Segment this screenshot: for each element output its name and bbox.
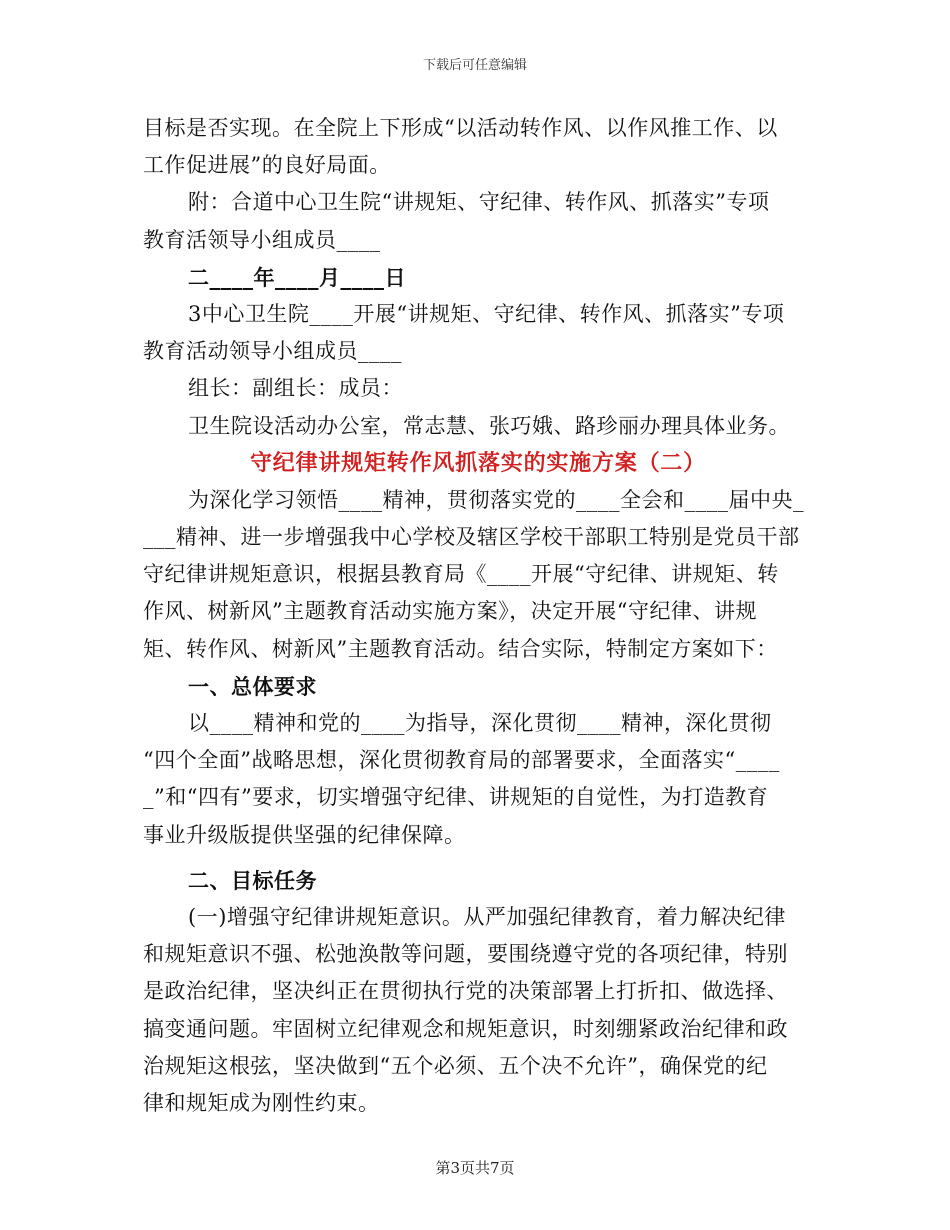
paragraph-line: 和规矩意识不强、松弛涣散等问题，要围绕遵守党的各项纪律，特别 [143, 942, 788, 967]
paragraph-line: 教育活领导小组成员____ [143, 227, 381, 252]
page-number: 第3页共7页 [435, 1159, 515, 1177]
document-body [143, 110, 813, 1122]
paragraph-line: 作风、树新风”主题教育活动实施方案》，决定开展“守纪律、讲规 [143, 599, 757, 624]
paragraph-line: 3中心卫生院____开展“讲规矩、守纪律、转作风、抓落实”专项 [188, 301, 785, 326]
paragraph-line: 事业升级版提供坚强的纪律保障。 [143, 822, 466, 847]
heading-goals-tasks: 二、目标任务 [188, 867, 317, 893]
paragraph-line: 组长：副组长：成员： [188, 376, 403, 401]
paragraph-line: 守纪律讲规矩意识，根据县教育局《____开展“守纪律、讲规矩、转 [143, 562, 779, 587]
paragraph-line: 律和规矩成为刚性约束。 [143, 1090, 380, 1115]
header-note: 下载后可任意编辑 [422, 58, 527, 73]
paragraph-line: (一)增强守纪律讲规矩意识。从严加强纪律教育，着力解决纪律 [188, 904, 786, 929]
paragraph-line: 附：合道中心卫生院“讲规矩、守纪律、转作风、抓落实”专项 [188, 190, 770, 215]
paragraph-line: 以____精神和党的____为指导，深化贯彻____精神，深化贯彻 [188, 711, 772, 735]
spacer [143, 854, 813, 862]
paragraph-line: _”和“四有”要求，切实增强守纪律、讲规矩的自觉性，为打造教育 [143, 785, 769, 810]
paragraph-line: “四个全面”战略思想，深化贯彻教育局的部署要求，全面落实“____ [143, 748, 780, 773]
paragraph-line: 治规矩这根弦，坚决做到“五个必须、五个决不允许”，确保党的纪 [143, 1053, 768, 1078]
paragraph-line: 工作促进展”的良好局面。 [143, 153, 391, 178]
paragraph-line: 教育活动领导小组成员____ [143, 339, 402, 364]
paragraph-line: 为深化学习领悟____精神，贯彻落实党的____全会和____届中央_ [188, 487, 804, 512]
paragraph-line: 矩、转作风、树新风”主题教育活动。结合实际，特制定方案如下： [143, 636, 778, 661]
paragraph-line: ___精神、进一步增强我中心学校及辖区学校干部职工特别是党员干部 [143, 525, 800, 550]
section-title: 守纪律讲规矩转作风抓落实的实施方案（二） [249, 449, 706, 476]
heading-general-requirements: 一、总体要求 [188, 673, 317, 699]
date-line: 二____年____月____日 [188, 264, 406, 290]
paragraph-line: 搞变通问题。牢固树立纪律观念和规矩意识，时刻绷紧政治纪律和政 [143, 1016, 788, 1041]
paragraph-line: 目标是否实现。在全院上下形成“以活动转作风、以作风推工作、以 [143, 116, 778, 140]
paragraph-line: 是政治纪律，坚决纠正在贯彻执行党的决策部署上打折扣、做选择、 [143, 979, 788, 1004]
paragraph-line: 卫生院设活动办公室，常志慧、张巧娥、路珍丽办理具体业务。 [188, 413, 790, 438]
